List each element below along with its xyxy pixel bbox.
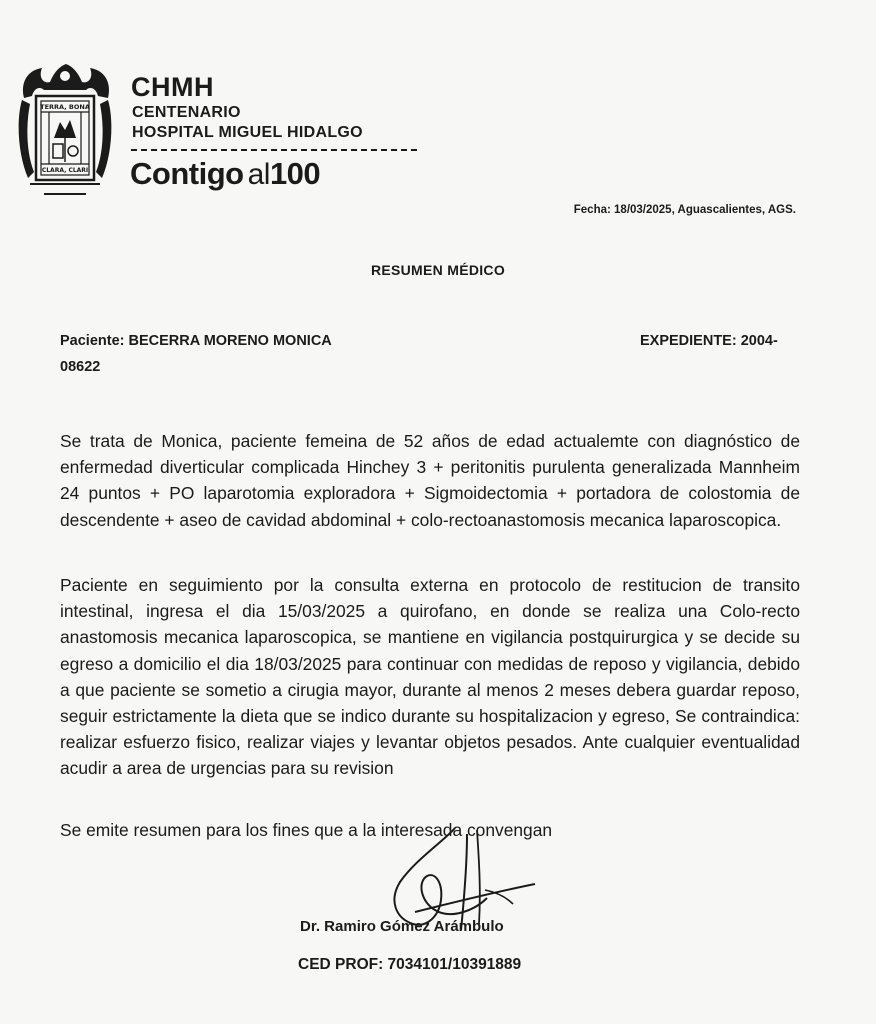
slogan-number: 100	[269, 156, 321, 191]
file-number-continuation: 08622	[60, 359, 101, 375]
document-date: Fecha: 18/03/2025, Aguascalientes, AGS.	[573, 204, 796, 216]
closing-paragraph: Se emite resumen para los fines que a la interesada convengan	[60, 820, 553, 840]
patient-name: Paciente: BECERRA MORENO MONICA	[60, 333, 332, 349]
diagnosis-paragraph: Se trata de Monica, paciente femeina de 52 años de edad actualemte con diagnóstico de enfermedad diverticular complicada Hinchey 3 + peritonitis purulenta generalizada Mannheim 24 puntos + PO laparotomia exploradora + Sigmoidectomia + portadora de colostomia de descendente + aseo de cavidad abdominal + colo-rectoanastomosis mecanica laparoscopica.	[60, 431, 800, 530]
hospital-slogan	[130, 156, 320, 192]
crest-motto-bottom: CLARA, CLARI	[41, 167, 89, 174]
follow-up-paragraph: Paciente en seguimiento por la consulta externa en protocolo de restitucion de transito intestinal, ingresa el dia 15/03/2025 a quirofano, en donde se realiza una Colo-recto anastomosis mecanica laparoscopica, se mantiene en vigilancia postquirurgica y se decide su egreso a domicilio el dia 18/03/2025 para continuar con medidas de reposo y vigilancia, debido a que paciente se sometio a cirugia mayor, durante al menos 2 meses debera guardar reposo, seguir estrictamente la dieta que se indico durante su hospitalizacion y egreso, Se contraindica: realizar esfuerzo fisico, realizar viajes y levantar objetos pesados. Ante cualquier eventualidad acudir a area de urgencias para su revision	[60, 575, 800, 779]
professional-license: CED PROF: 7034101/10391889	[298, 956, 522, 973]
slogan-main: Contigo	[130, 156, 244, 191]
state-coat-of-arms-logo	[14, 60, 116, 198]
hospital-name-line-2: HOSPITAL MIGUEL HIDALGO	[132, 124, 363, 141]
doctor-name: Dr. Ramiro Gómez Arámbulo	[300, 918, 504, 935]
document-title: RESUMEN MÉDICO	[370, 262, 506, 278]
file-number-label: EXPEDIENTE: 2004-	[640, 333, 778, 349]
hospital-name-line-1: CENTENARIO	[132, 104, 241, 121]
slogan-al: al	[247, 158, 270, 191]
hospital-acronym: CHMH	[131, 72, 214, 102]
letterhead-divider	[131, 149, 417, 151]
crest-motto-top: TERRA, BONA	[40, 103, 90, 111]
